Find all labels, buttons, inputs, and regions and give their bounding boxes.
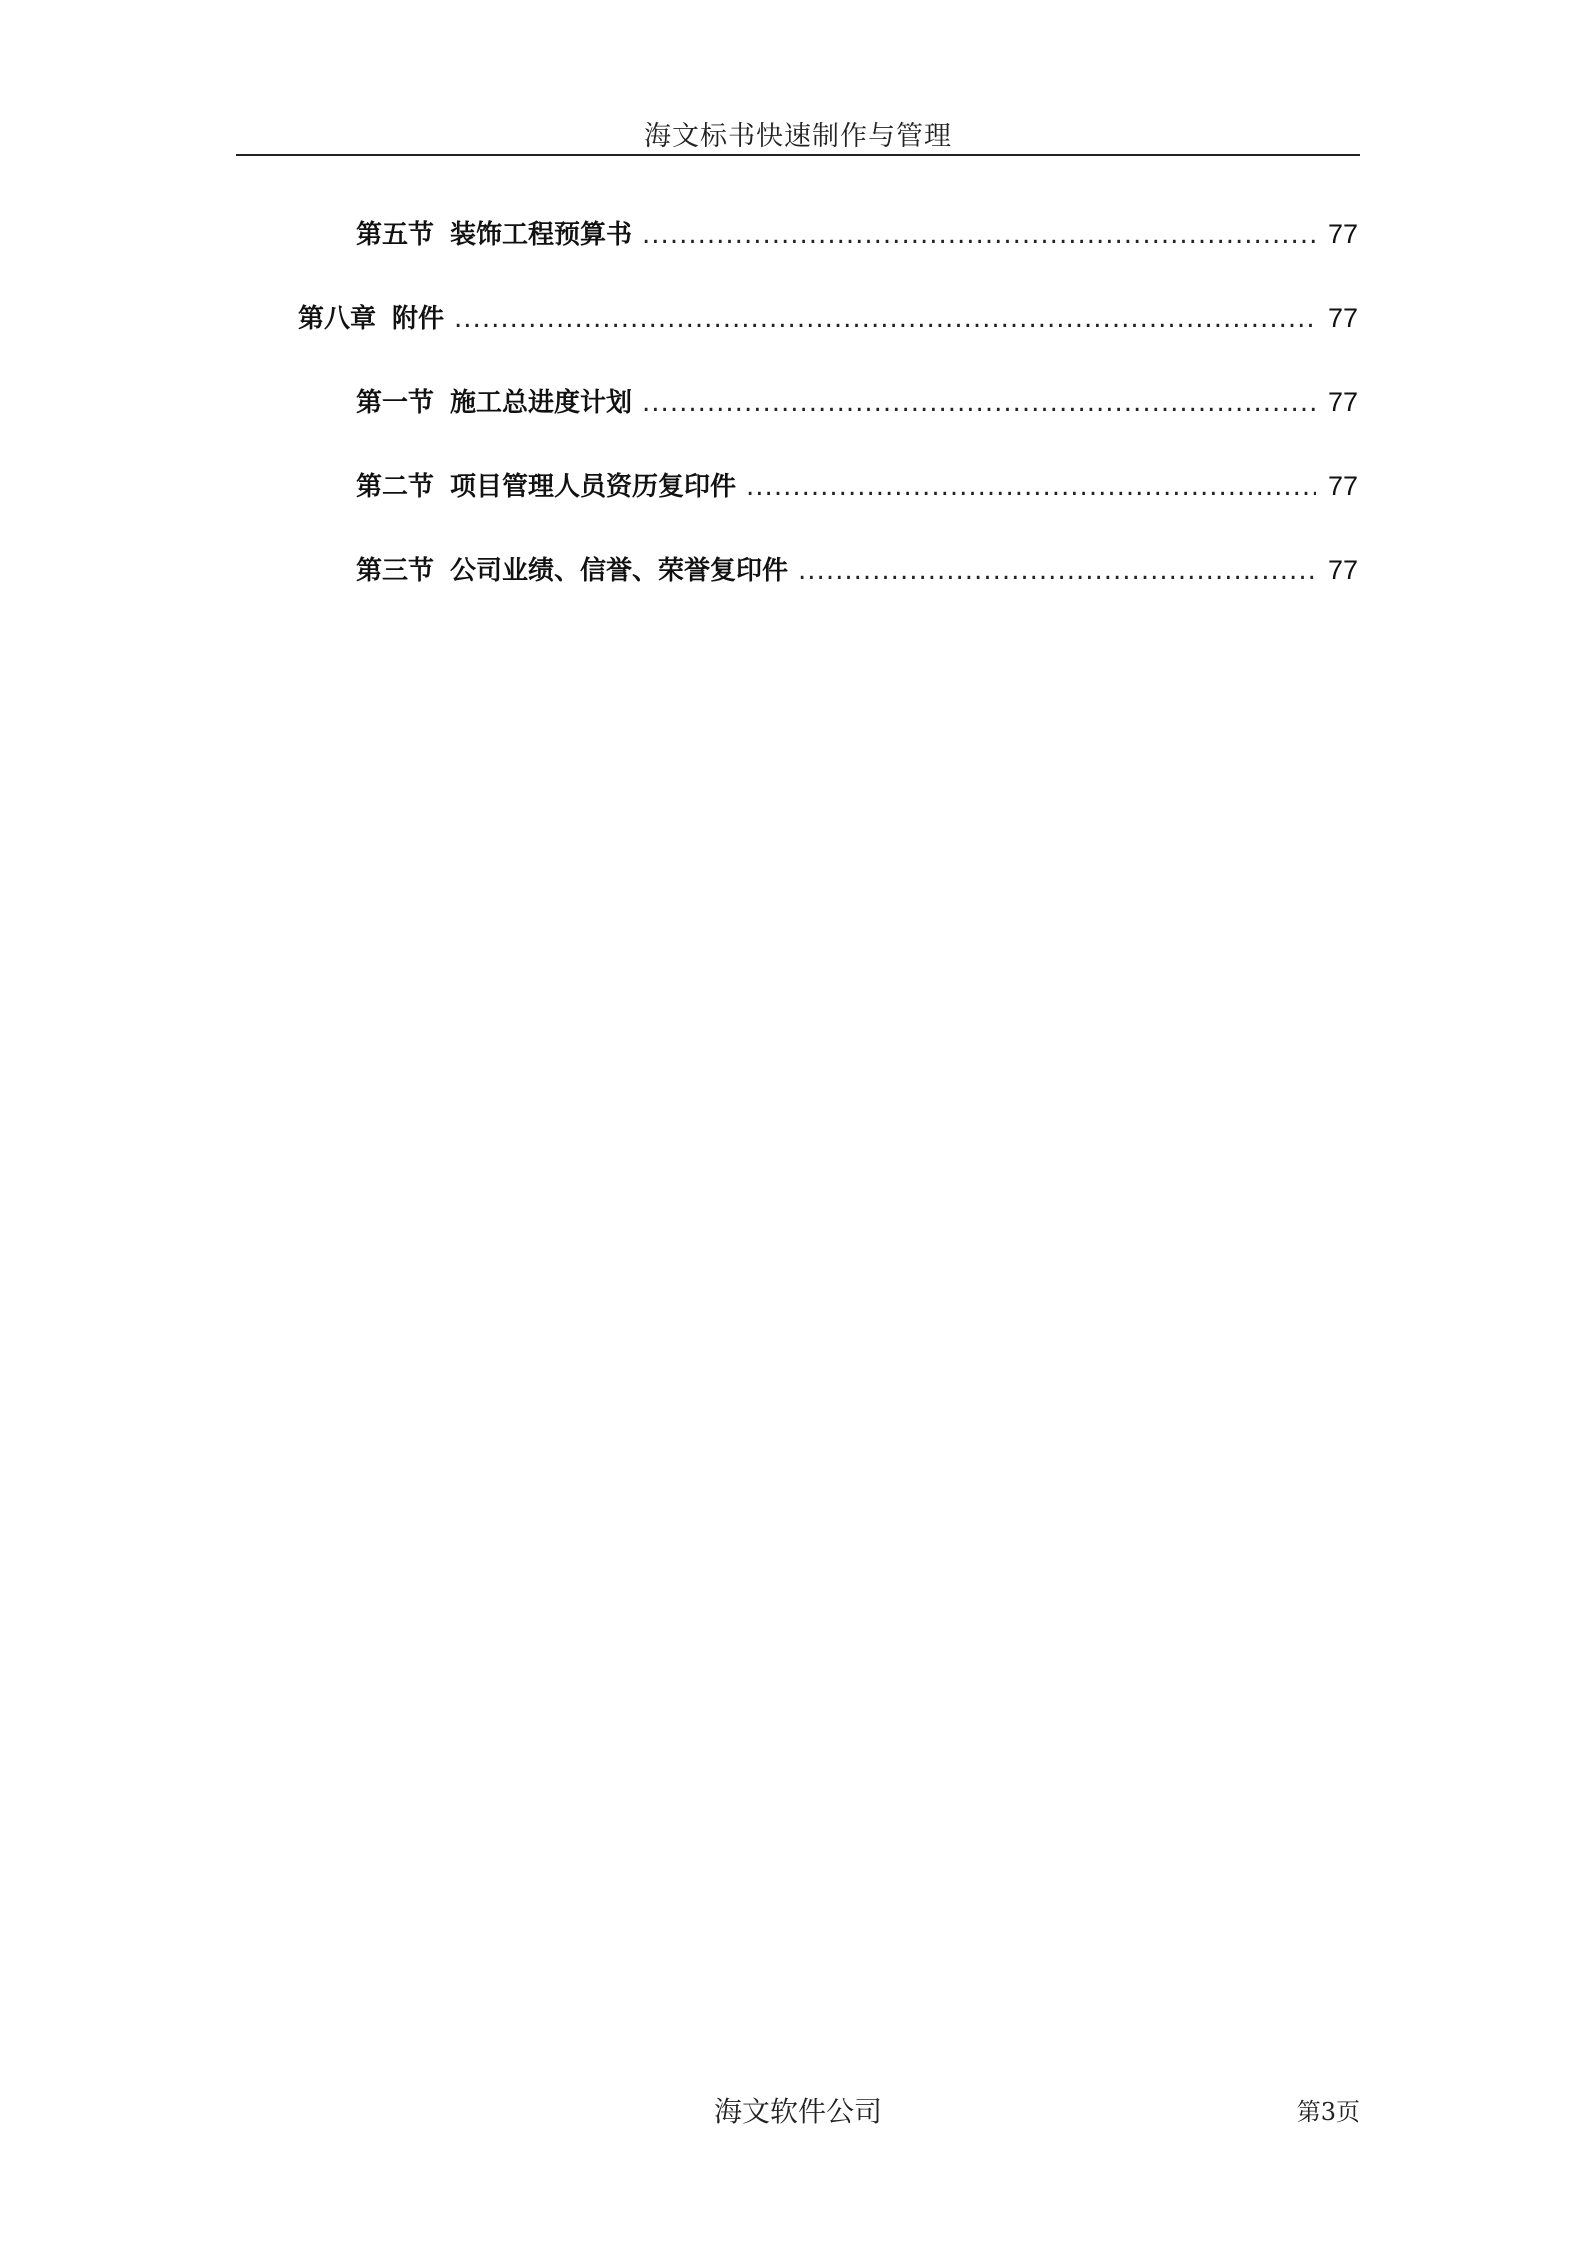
toc-entry-page: 77: [1327, 555, 1358, 585]
toc-dot-leader: [746, 472, 1316, 502]
toc-entry-title: 装饰工程预算书: [450, 220, 633, 250]
toc-dot-leader: [798, 556, 1316, 586]
footer-company: 海文软件公司: [713, 2095, 882, 2128]
toc-dot-leader: [642, 388, 1316, 418]
toc-entry[interactable]: [298, 298, 1358, 335]
toc-entry-page: 77: [1327, 303, 1358, 333]
toc-entry-page: 77: [1327, 219, 1358, 249]
toc-entry-number: 第二节: [356, 472, 435, 502]
toc-entry-page: 77: [1327, 387, 1358, 417]
toc-entry-number: 第三节: [356, 556, 435, 586]
toc-entry-number: 第一节: [356, 388, 435, 418]
toc-entry-number: 第八章: [298, 304, 377, 334]
toc-entry[interactable]: [356, 466, 1358, 503]
toc-entry-page: 77: [1327, 471, 1358, 501]
toc-entry-title: 施工总进度计划: [450, 388, 633, 418]
toc-dot-leader: [642, 220, 1316, 250]
toc-entry[interactable]: [356, 214, 1358, 251]
toc-entry-title: 公司业绩、信誉、荣誉复印件: [450, 556, 789, 586]
page-footer: [236, 2090, 1360, 2130]
toc-entry-number: 第五节: [356, 220, 435, 250]
toc-dot-leader: [454, 304, 1316, 334]
toc-entry[interactable]: [356, 382, 1358, 419]
toc-entry-title: 项目管理人员资历复印件: [450, 472, 737, 502]
toc-entry[interactable]: [356, 550, 1358, 587]
footer-page-number: 第3页: [1296, 2098, 1360, 2126]
header-title: 海文标书快速制作与管理: [644, 121, 952, 152]
toc-entry-title: 附件: [392, 304, 445, 334]
